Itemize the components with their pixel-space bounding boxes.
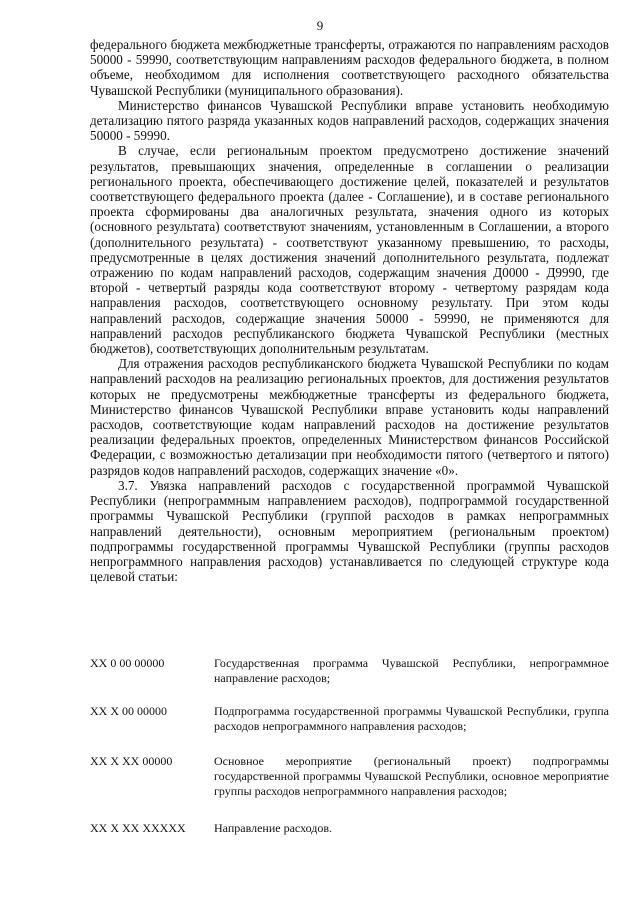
code-row bbox=[90, 754, 609, 799]
code-description: Государственная программа Чувашской Республики, непрограммное направление расходов; bbox=[214, 656, 609, 685]
paragraph: Для отражения расходов республиканского бюджета Чувашской Республики по кодам направлений расходов на реализацию региональных проектов, для достижения результатов которых не предусмотрены межбюджетные трансферты из федерального бюджета, Министерство финансов Чувашской Республики вправе установить коды направлений расходов, соответствующие кодам направлений расходов на достижение результатов реализации федеральных проектов, определенных Министерством финансов Российской Федерации, с возможностью детализации при необходимости пятого (четвертого и пятого) разрядов кодов направлений расходов, содержащих значение «0». bbox=[90, 356, 609, 478]
code-value: XX X XX 00000 bbox=[90, 754, 173, 768]
code-value: XX 0 00 00000 bbox=[90, 656, 165, 670]
paragraph: федерального бюджета межбюджетные трансферты, отражаются по направлениям расходов 50000 - 59990, соответствующим направлениям расходов федерального бюджета, в полном объеме, необходимом для исполнения соответствующего расходного обязательства Чувашской Республики (муниципального образования). bbox=[90, 37, 609, 98]
code-value: XX X 00 00000 bbox=[90, 704, 167, 718]
code-description: Основное мероприятие (региональный проект) подпрограммы государственной программы Чувашской Республики, основное мероприятие группы расходов непрограммного направления расходов; bbox=[214, 754, 609, 798]
code-row bbox=[90, 821, 609, 836]
code-row bbox=[90, 656, 609, 686]
code-description: Подпрограмма государственной программы Чувашской Республики, группа расходов непрограммного направления расходов; bbox=[214, 704, 609, 733]
code-row bbox=[90, 704, 609, 734]
paragraph: В случае, если региональным проектом предусмотрено достижение значений результатов, превышающих значения, определенные в соглашении о реализации регионального проекта, обеспечивающего достижение целей, показателей и результатов соответствующего федерального проекта (далее - Соглашение), и в составе регионального проекта сформированы два аналогичных результата, значения одного из которых (основного результата) соответствуют значениям, установленным в Соглашении, а второго (дополнительного результата) - соответствуют указанному превышению, то расходы, предусмотренные в целях достижения значений дополнительного результата, подлежат отражению по кодам направлений расходов, содержащим значения Д0000 - Д9990, где второй - четвертый разряды кода соответствуют второму - четвертому разрядам кода направления расходов, соответствующего основному результату. При этом коды направлений расходов, содержащие значения 50000 - 59990, не применяются для направлений расходов республиканского бюджета Чувашской Республики (местных бюджетов), соответствующих дополнительным результатам. bbox=[90, 143, 609, 357]
code-description: Направление расходов. bbox=[214, 821, 333, 835]
code-value: XX X XX XXXXX bbox=[90, 821, 186, 835]
code-structure-table bbox=[90, 656, 609, 854]
paragraph-section-3-7: 3.7. Увязка направлений расходов с государственной программой Чувашской Республики (непрограммным направлением расходов), подпрограммой государственной программы Чувашской Республики (группой расходов в рамках непрограммных направлений деятельности), основным мероприятием (региональным проектом) подпрограммы государственной программы Чувашской Республики (группы расходов непрограммного направления расходов) устанавливается по следующей структуре кода целевой статьи: bbox=[90, 477, 609, 585]
page-number: 9 bbox=[316, 18, 324, 33]
document-body bbox=[90, 37, 609, 584]
paragraph: Министерство финансов Чувашской Республики вправе установить необходимую детализацию пятого разряда указанных кодов направлений расходов, содержащих значения 50000 - 59990. bbox=[90, 97, 609, 144]
